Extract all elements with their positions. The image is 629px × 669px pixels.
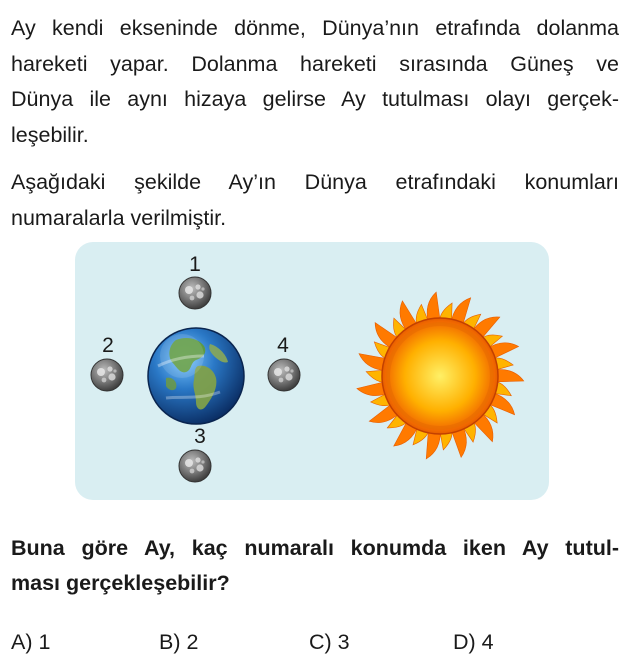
- moon-icon: [267, 358, 301, 392]
- intro-line: hareketi yapar. Dolanma hareketi sırasında Güneş ve: [11, 51, 619, 76]
- option-value: 4: [481, 630, 494, 654]
- sun-icon: [354, 290, 526, 462]
- option-a[interactable]: [11, 624, 50, 660]
- option-letter: B): [159, 630, 181, 654]
- moon-icon: [178, 276, 212, 310]
- moon-icon: [178, 449, 212, 483]
- question-text: [11, 531, 619, 601]
- option-c[interactable]: [309, 624, 350, 660]
- option-value: 2: [186, 630, 199, 654]
- intro-paragraph: [11, 11, 619, 153]
- intro-line: Dünya ile aynı hizaya gelirse Ay tutulması olayı gerçek-: [11, 87, 619, 111]
- intro-line: Ay kendi ekseninde dönme, Dünya’nın etrafında dolanma: [11, 16, 619, 40]
- moon-position-number: 2: [102, 334, 114, 357]
- lead-line: numaralarla verilmiştir.: [11, 205, 227, 230]
- option-letter: C): [309, 630, 332, 654]
- option-d[interactable]: [453, 624, 494, 660]
- option-b[interactable]: [159, 624, 198, 660]
- orbit-figure: [75, 242, 549, 500]
- question-line: ması gerçekleşebilir?: [11, 571, 230, 595]
- option-letter: A): [11, 630, 33, 654]
- answer-options: [0, 624, 629, 660]
- option-value: 1: [38, 630, 51, 654]
- moon-position-number: 3: [194, 425, 206, 448]
- intro-line: leşebilir.: [11, 122, 89, 147]
- moon-position-number: 4: [277, 334, 289, 357]
- moon-position-number: 1: [189, 253, 201, 276]
- option-value: 3: [337, 630, 350, 654]
- lead-line: Aşağıdaki şekilde Ay’ın Dünya etrafındaki konumları: [11, 170, 619, 194]
- moon-icon: [90, 358, 124, 392]
- earth-icon: [146, 326, 246, 426]
- lead-paragraph: [11, 165, 619, 236]
- question-line: Buna göre Ay, kaç numaralı konumda iken Ay tutul-: [11, 536, 619, 560]
- option-letter: D): [453, 630, 476, 654]
